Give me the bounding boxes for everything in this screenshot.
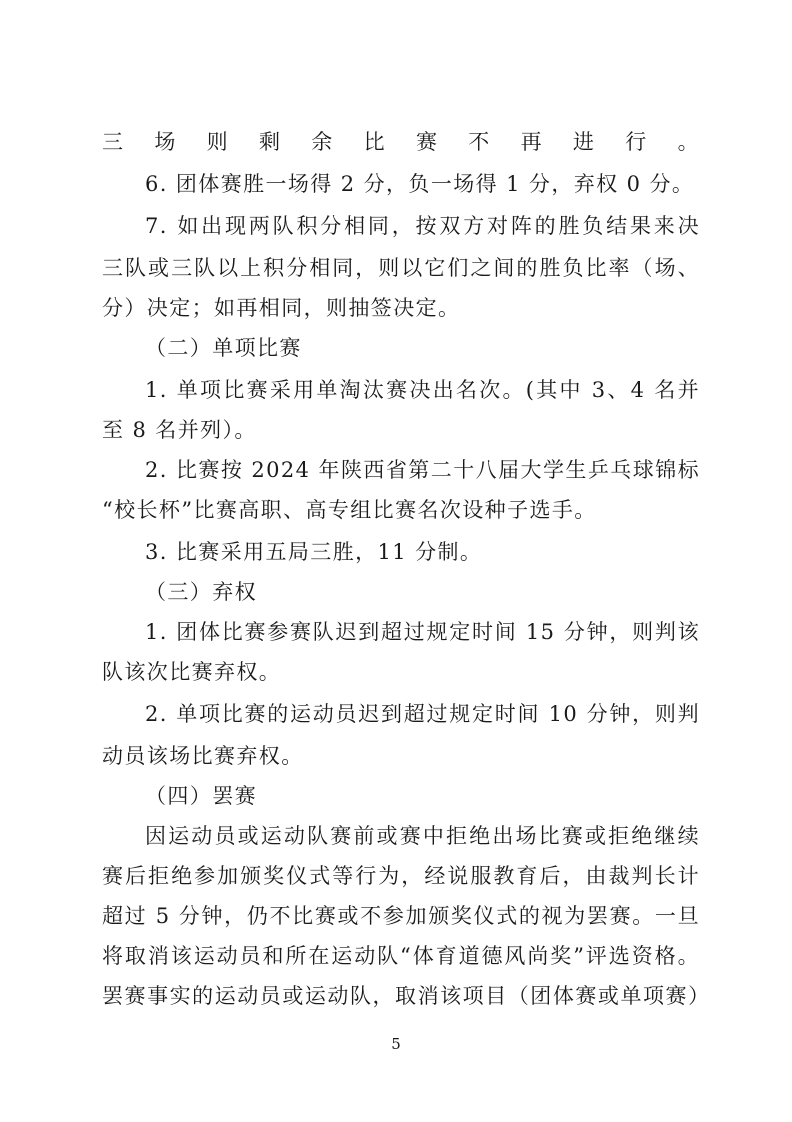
section-heading: （二）单项比赛 [145,336,302,360]
section-heading: （三）弃权 [145,580,257,604]
text-line: 因运动员或运动队赛前或赛中拒绝出场比赛或拒绝继续 [145,824,700,848]
text-line: 队该次比赛弃权。 [102,660,282,684]
text-line: 至 8 名并列）。 [102,418,257,442]
text-line: 7. 如出现两队积分相同，按双方对阵的胜负结果来决 [145,214,700,238]
text-line: “校长杯”比赛高职、高专组比赛名次设种子选手。 [102,498,597,522]
text-line: 三队或三队以上积分相同，则以它们之间的胜负比率（场、 [102,256,700,280]
text-line: 3. 比赛采用五局三胜，11 分制。 [145,540,483,564]
text-line: 超过 5 分钟，仍不比赛或不参加颁奖仪式的视为罢赛。一旦 [102,904,700,928]
text-line: 分）决定；如再相同，则抽签决定。 [102,296,461,320]
text-line: 1. 单项比赛采用单淘汰赛决出名次。(其中 3、4 名并 [145,378,700,402]
page-number: 5 [391,1035,401,1053]
text-line: 赛后拒绝参加颁奖仪式等行为，经说服教育后，由裁判长计 [102,864,700,888]
text-line: 2. 比赛按 2024 年陕西省第二十八届大学生乒乓球锦标 [145,458,700,482]
text-line: 动员该场比赛弃权。 [102,744,304,768]
text-line: 6. 团体赛胜一场得 2 分，负一场得 1 分，弃权 0 分。 [145,172,695,196]
text-line: 将取消该运动员和所在运动队“体育道德风尚奖”评选资格。 [102,944,700,968]
text-line: 2. 单项比赛的运动员迟到超过规定时间 10 分钟，则判 [145,702,700,726]
text-line: 罢赛事实的运动员或运动队，取消该项目（团体赛或单项赛） [102,984,700,1008]
section-heading: （四）罢赛 [145,784,257,808]
text-line: 1. 团体比赛参赛队迟到超过规定时间 15 分钟，则判该 [145,620,700,644]
text-line: 三场则剩余比赛不再进行。 [102,130,700,154]
